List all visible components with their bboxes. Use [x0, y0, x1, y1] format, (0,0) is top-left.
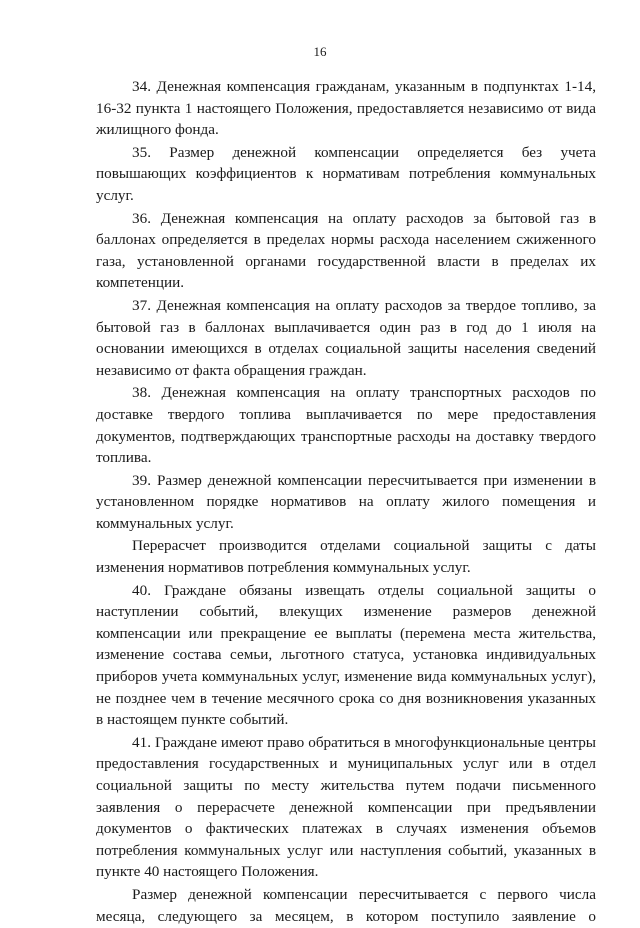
- paragraph-41: 41. Граждане имеют право обратиться в многофункциональные центры предоставления государственных и муниципальных услуг или в отдел социальной защиты по месту жительства путем подачи письменного заявления о перерасчете денежной компенсации при предъявлении документов о фактических платежах в случаях изменения объемов потребления коммунальных услуг или наступления событий, указанных в пункте 40 настоящего Положения.: [96, 733, 596, 881]
- paragraph-39: 39. Размер денежной компенсации пересчитывается при изменении в установленном порядке нормативов на оплату жилого помещения и коммунальных услуг.: [96, 471, 596, 532]
- page-number: 16: [313, 44, 327, 59]
- document-body: [96, 76, 596, 928]
- paragraph-compensation-recalc: Размер денежной компенсации пересчитывается с первого числа месяца, следующего за месяцем, в котором поступило заявление о: [96, 885, 596, 925]
- paragraph-40: 40. Граждане обязаны извещать отделы социальной защиты о наступлении событий, влекущих изменение размеров денежной компенсации или прекращение ее выплаты (перемена места жительства, изменение состава семьи, льготного статуса, установка индивидуальных приборов учета коммунальных услуг, изменение вида коммунальных услуг), не позднее чем в течение месячного срока со дня возникновения указанных в настоящем пункте событий.: [96, 581, 596, 729]
- paragraph-37: 37. Денежная компенсация на оплату расходов за твердое топливо, за бытовой газ в баллонах выплачивается один раз в год до 1 июля на основании имеющихся в отделах социальной защиты населения сведений независимо от факта обращения граждан.: [96, 296, 596, 379]
- paragraph-35: 35. Размер денежной компенсации определяется без учета повышающих коэффициентов к нормативам потребления коммунальных услуг.: [96, 143, 596, 204]
- paragraph-34: 34. Денежная компенсация гражданам, указанным в подпунктах 1-14, 16-32 пункта 1 настоящего Положения, предоставляется независимо от вида жилищного фонда.: [96, 78, 596, 139]
- paragraph-38: 38. Денежная компенсация на оплату транспортных расходов по доставке твердого топлива выплачивается по мере предоставления документов, подтверждающих транспортные расходы на доставку твердого топлива.: [96, 384, 596, 467]
- paragraph-36: 36. Денежная компенсация на оплату расходов за бытовой газ в баллонах определяется в пределах нормы расхода населением сжиженного газа, установленной органами государственной власти в пределах их компетенции.: [96, 209, 596, 292]
- paragraph-recalculation: Перерасчет производится отделами социальной защиты с даты изменения нормативов потребления коммунальных услуг.: [96, 537, 596, 577]
